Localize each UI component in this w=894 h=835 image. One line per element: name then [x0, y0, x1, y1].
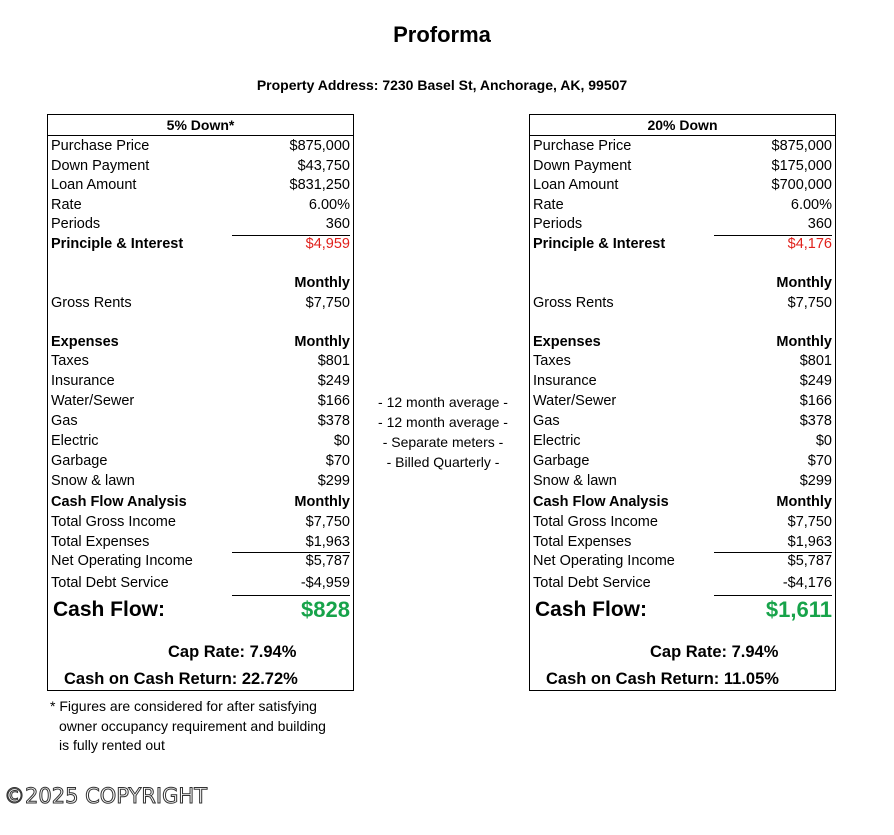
row-down-payment: Down Payment $43,750	[51, 158, 350, 174]
row-monthly-head: Monthly	[776, 275, 832, 291]
row-electric: Electric $0	[51, 433, 350, 449]
row-insurance: Insurance $249	[533, 373, 832, 389]
row-total-gross-income: Total Gross Income $7,750	[51, 514, 350, 530]
row-gas: Gas $378	[533, 413, 832, 429]
row-loan-amount: Loan Amount $831,250	[51, 177, 350, 193]
row-rate: Rate 6.00%	[51, 197, 350, 213]
row-water-sewer: Water/Sewer $166	[51, 393, 350, 409]
card-header: 20% Down	[530, 115, 835, 136]
row-total-debt-service: Total Debt Service -$4,959	[51, 575, 350, 591]
footnote-line: owner occupancy requirement and building	[59, 717, 326, 734]
cap-rate: Cap Rate: 7.94%	[168, 643, 297, 661]
proforma-card-20-down	[529, 114, 836, 691]
property-address: Property Address: 7230 Basel St, Anchorage, AK, 99507	[256, 77, 628, 93]
row-total-debt-service: Total Debt Service -$4,176	[533, 575, 832, 591]
row-cash-flow-analysis-head: Cash Flow Analysis Monthly	[533, 494, 832, 510]
copyright-watermark: ©2025 COPYRIGHT	[4, 784, 208, 808]
cash-on-cash-return: Cash on Cash Return: 11.05%	[546, 670, 779, 688]
row-expenses-head: Expenses Monthly	[533, 334, 832, 350]
row-gross-rents: Gross Rents $7,750	[533, 295, 832, 311]
row-net-operating-income: Net Operating Income $5,787	[533, 553, 832, 569]
row-purchase-price: Purchase Price $875,000	[533, 138, 832, 154]
card-header: 5% Down*	[48, 115, 353, 136]
row-total-gross-income: Total Gross Income $7,750	[533, 514, 832, 530]
row-monthly-head: Monthly	[294, 275, 350, 291]
note-gas: - 12 month average -	[378, 414, 508, 430]
row-snow-lawn: Snow & lawn $299	[533, 473, 832, 489]
row-expenses-head: Expenses Monthly	[51, 334, 350, 350]
row-garbage: Garbage $70	[51, 453, 350, 469]
note-water-sewer: - 12 month average -	[378, 394, 508, 410]
row-down-payment: Down Payment $175,000	[533, 158, 832, 174]
cash-on-cash-return: Cash on Cash Return: 22.72%	[64, 670, 298, 688]
page-title: Proforma	[393, 22, 491, 47]
cash-flow-total: Cash Flow: $828	[53, 597, 350, 622]
row-purchase-price: Purchase Price $875,000	[51, 138, 350, 154]
row-taxes: Taxes $801	[533, 353, 832, 369]
row-periods: Periods 360	[51, 216, 350, 232]
cash-flow-total: Cash Flow: $1,611	[535, 597, 832, 622]
note-electric: - Separate meters -	[382, 434, 504, 450]
row-snow-lawn: Snow & lawn $299	[51, 473, 350, 489]
note-garbage: - Billed Quarterly -	[386, 454, 500, 470]
row-periods: Periods 360	[533, 216, 832, 232]
footnote	[50, 697, 326, 756]
row-insurance: Insurance $249	[51, 373, 350, 389]
proforma-card-5-down	[47, 114, 354, 691]
row-principle-interest: Principle & Interest $4,176	[533, 236, 832, 252]
footnote-line: is fully rented out	[59, 737, 165, 753]
row-total-expenses: Total Expenses $1,963	[533, 534, 832, 550]
row-garbage: Garbage $70	[533, 453, 832, 469]
row-loan-amount: Loan Amount $700,000	[533, 177, 832, 193]
row-taxes: Taxes $801	[51, 353, 350, 369]
row-total-expenses: Total Expenses $1,963	[51, 534, 350, 550]
row-gross-rents: Gross Rents $7,750	[51, 295, 350, 311]
row-water-sewer: Water/Sewer $166	[533, 393, 832, 409]
row-electric: Electric $0	[533, 433, 832, 449]
row-cash-flow-analysis-head: Cash Flow Analysis Monthly	[51, 494, 350, 510]
row-rate: Rate 6.00%	[533, 197, 832, 213]
cap-rate: Cap Rate: 7.94%	[650, 643, 779, 661]
row-gas: Gas $378	[51, 413, 350, 429]
footnote-line: * Figures are considered for after satisfying	[50, 698, 317, 714]
row-net-operating-income: Net Operating Income $5,787	[51, 553, 350, 569]
row-principle-interest: Principle & Interest $4,959	[51, 236, 350, 252]
